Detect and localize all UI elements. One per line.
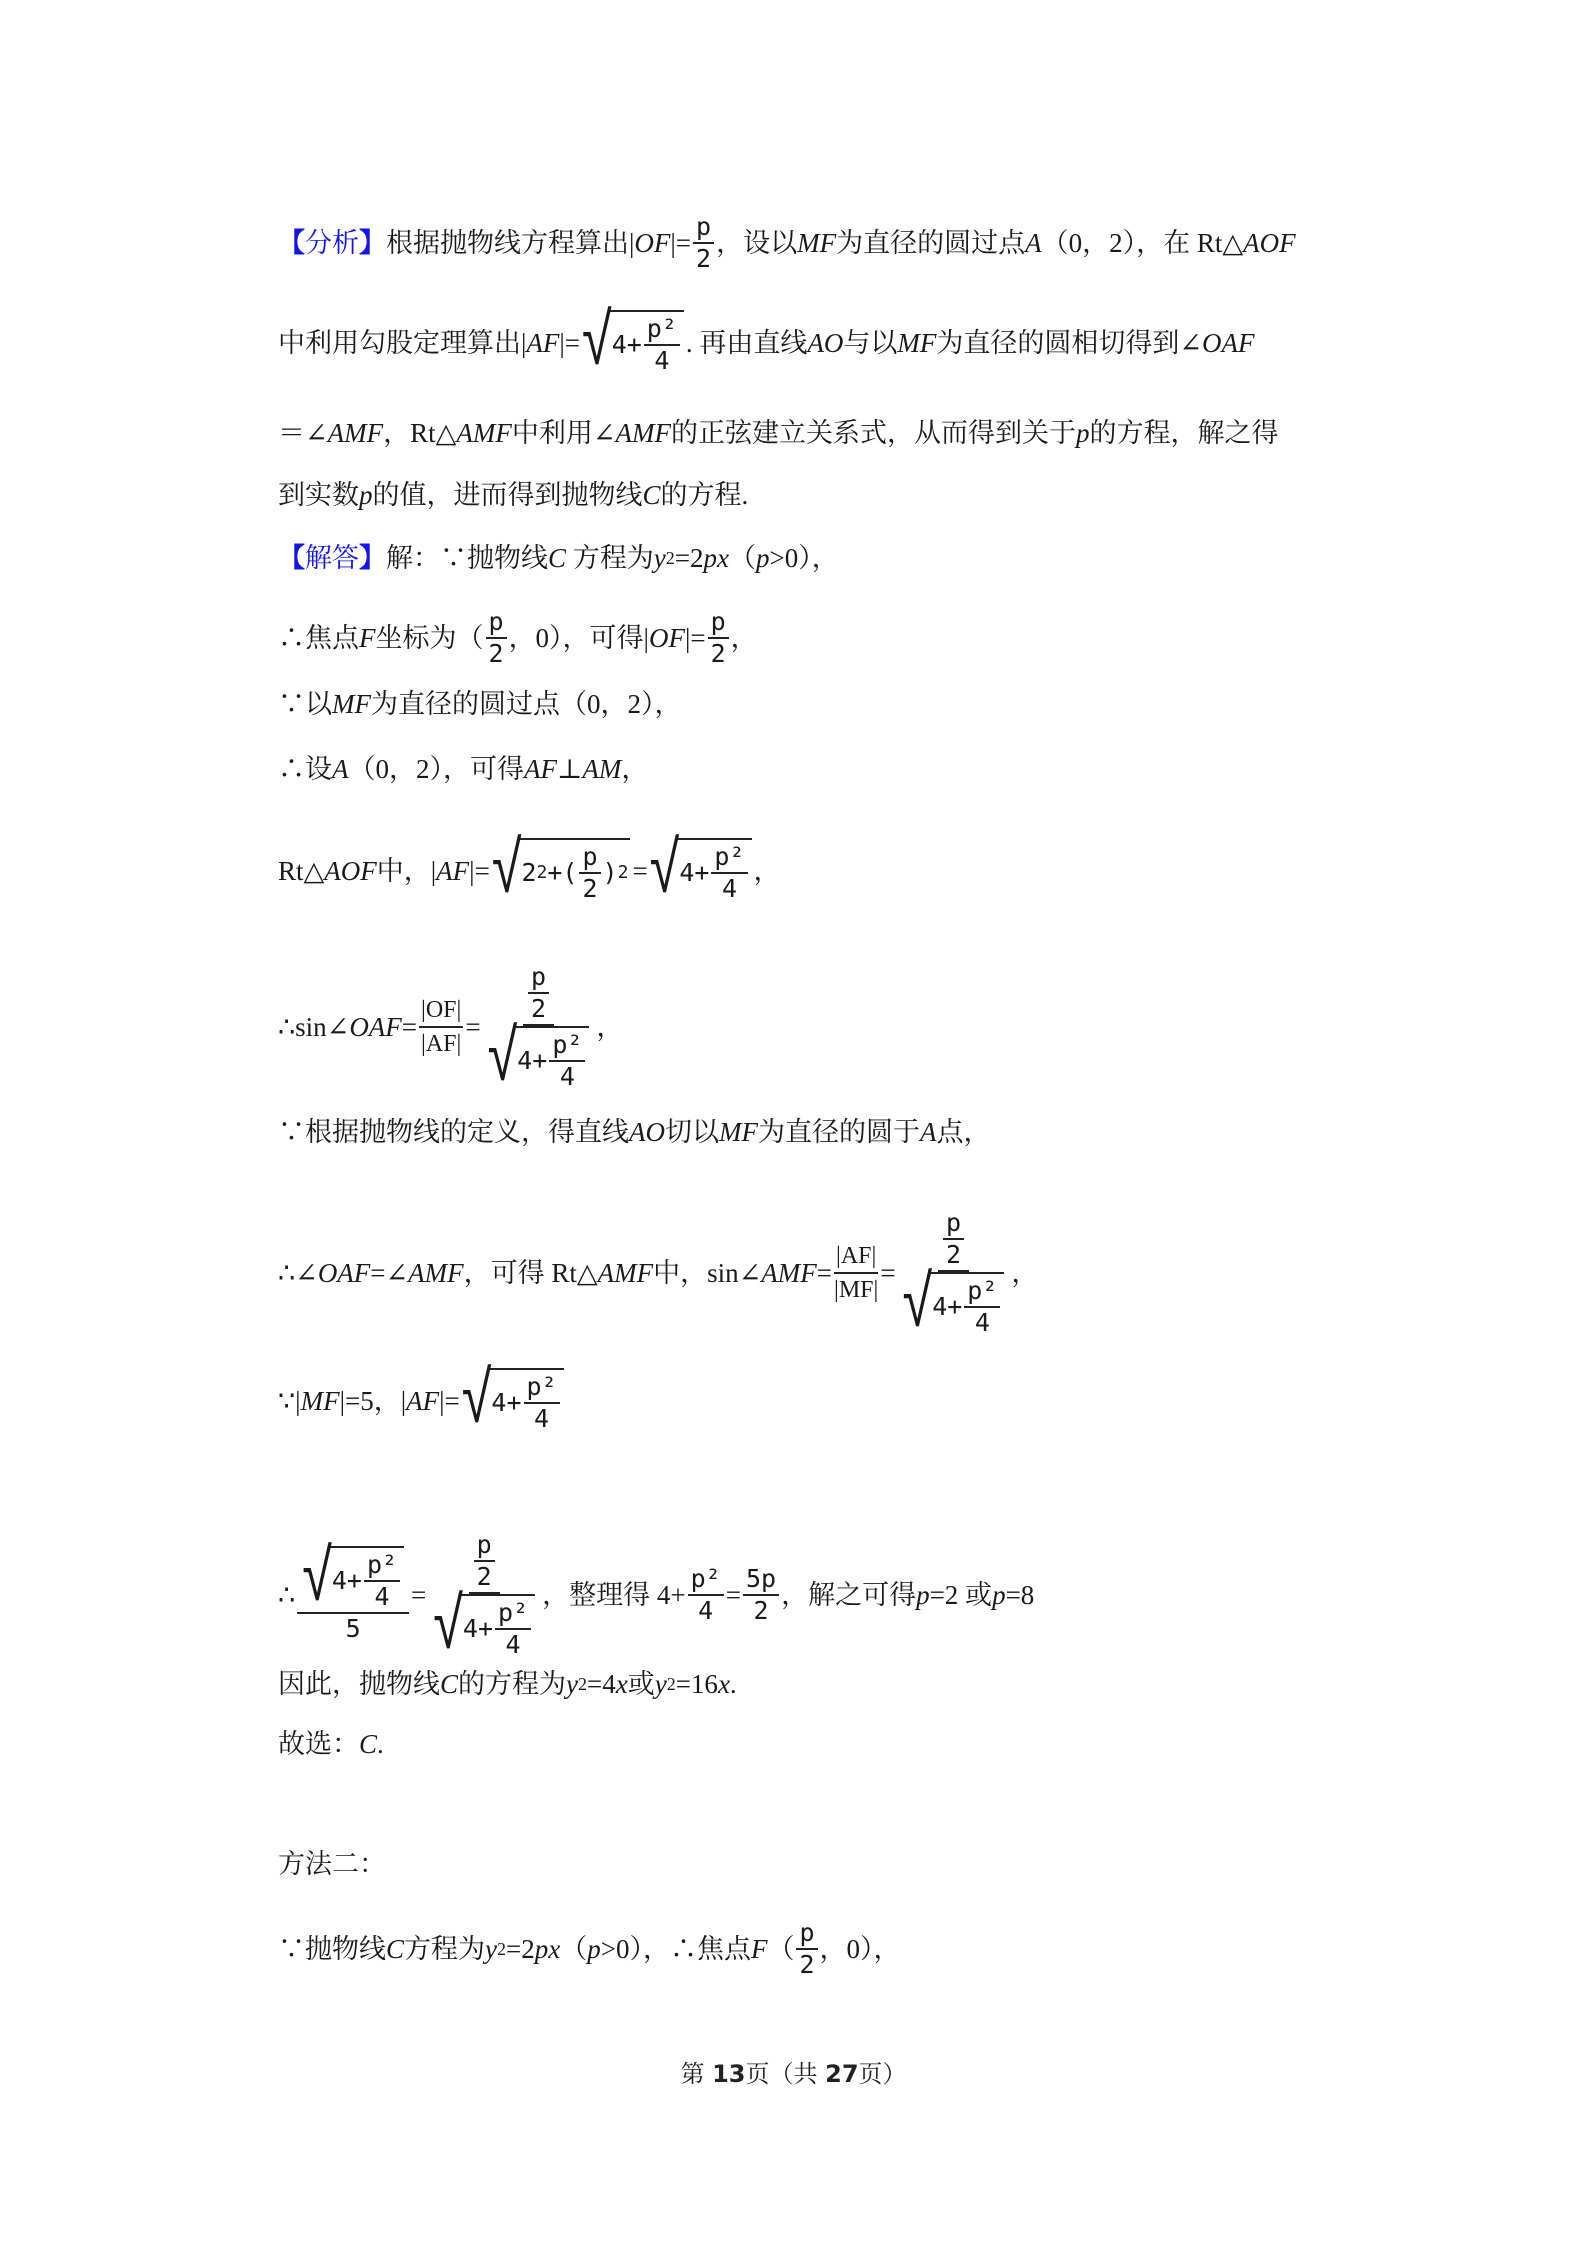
text: 的值，进而得到抛物线 xyxy=(372,480,643,510)
text: 中，| xyxy=(376,856,437,886)
text: ， xyxy=(1011,1258,1039,1288)
text: px xyxy=(534,1934,561,1964)
text: |=5，| xyxy=(339,1386,407,1416)
text: 中利用∠ xyxy=(511,418,616,448)
text: ，可得 Rt△ xyxy=(463,1258,598,1288)
text: 方法二： xyxy=(278,1849,386,1879)
solution-line-11: 因此，抛物线 C 的方程为 y 2 =4 x 或 y 2 =16 x . xyxy=(278,1664,737,1704)
solution-label: 【解答】 xyxy=(278,543,386,573)
text: C xyxy=(548,543,567,573)
text: 解：∵抛物线 xyxy=(386,543,548,573)
text: AF xyxy=(436,856,470,886)
fraction-af-over-mf: $\frac{|AF|}{|MF|}$ xyxy=(834,1240,878,1306)
text: p xyxy=(992,1580,1006,1610)
text: OF xyxy=(648,623,685,653)
solution-line-3 xyxy=(278,684,681,724)
text: 的方程. xyxy=(660,480,749,510)
text: ，0），可得| xyxy=(508,623,649,653)
text: MF xyxy=(797,228,837,258)
analysis-line-4 xyxy=(278,475,748,515)
text: =8 xyxy=(1005,1580,1035,1610)
text: y xyxy=(566,1669,578,1699)
text: = xyxy=(816,1258,833,1288)
text: （ xyxy=(767,1934,795,1964)
text: y xyxy=(654,1669,667,1699)
method2-line-1: ∵抛物线 C 方程为 y 2 =2 px （ p >0），∴焦点 F （ $\frac{p}{2}$ ，0）， xyxy=(278,1918,901,1979)
text: 的正弦建立关系式，从而得到关于 xyxy=(670,418,1076,448)
text: 为直径的圆于 xyxy=(757,1117,920,1147)
text: |= xyxy=(684,623,706,653)
fraction-of-over-af: $\frac{|OF|}{|AF|}$ xyxy=(419,994,463,1060)
text: 方程为 xyxy=(404,1934,486,1964)
text: x xyxy=(717,1669,730,1699)
text: = xyxy=(465,1012,481,1042)
text: 根据抛物线方程算出| xyxy=(386,228,635,258)
sqrt-expression: √ 4+ $\frac{\text{p²}}{4}$ xyxy=(582,310,684,376)
fraction-p-over-2: $\frac{p}{2}$ xyxy=(486,607,507,669)
text: 故选： xyxy=(278,1729,359,1759)
text: . 再由直线 xyxy=(685,328,808,358)
text: px xyxy=(703,543,729,573)
text: AMF xyxy=(327,418,384,448)
text: =4 xyxy=(587,1669,616,1699)
text: ∴sin∠ xyxy=(278,1012,350,1042)
sqrt-expression: √ 4+ $\frac{\text{p²}}{4}$ xyxy=(650,838,752,904)
text: AO xyxy=(807,328,844,358)
text: ∵以 xyxy=(278,689,332,719)
text: = xyxy=(880,1258,896,1288)
solution-line-8 xyxy=(278,1208,1039,1344)
fraction-p-over-2: $\frac{p}{2}$ xyxy=(796,1918,817,1980)
text: C xyxy=(359,1729,378,1759)
text: ∵抛物线 xyxy=(278,1934,386,1964)
text: AMF xyxy=(597,1258,654,1288)
text: AOF xyxy=(1243,228,1296,258)
text: ∴∠ xyxy=(278,1258,318,1288)
text: p xyxy=(755,543,770,573)
text: 切以 xyxy=(665,1117,719,1147)
text: C xyxy=(440,1669,459,1699)
text: =∠ xyxy=(370,1258,409,1288)
text: 中利用勾股定理算出| xyxy=(278,328,527,358)
text: AF xyxy=(406,1386,440,1416)
text: （ xyxy=(728,543,756,573)
fraction-p-over-2: $\frac{p}{2}$ xyxy=(693,212,714,274)
text: AMF xyxy=(456,418,512,448)
text: ，0）， xyxy=(819,1934,901,1964)
method2-title xyxy=(278,1844,386,1884)
text: AMF xyxy=(615,418,671,448)
text: 到实数 xyxy=(278,480,359,510)
text: = xyxy=(632,856,648,886)
solution-line-1: 【解答】 解：∵抛物线 C 方程为 y 2 =2 px （ p >0）， xyxy=(278,538,839,578)
text: AF⊥AM xyxy=(524,754,622,784)
solution-line-10 xyxy=(278,1530,1035,1666)
text: 的方程为 xyxy=(458,1669,567,1699)
text: ， xyxy=(753,856,781,886)
text: OF xyxy=(634,228,671,258)
text: 的方程，解之得 xyxy=(1089,418,1279,448)
text: |= xyxy=(469,856,490,886)
text: A xyxy=(919,1117,937,1147)
text: AOF xyxy=(324,856,377,886)
text: C xyxy=(642,480,661,510)
solution-line-4 xyxy=(278,749,648,789)
text: = xyxy=(401,1012,418,1042)
text: |= xyxy=(439,1386,460,1416)
fraction-p2-over-sqrt: $\frac{p}{2}$ √ 4+ $\frac{\text{p²}}{4}$ xyxy=(898,1208,1010,1338)
text: C xyxy=(386,1934,405,1964)
text: =2 xyxy=(506,1934,535,1964)
text: =16 xyxy=(675,1669,718,1699)
fraction-sqrt-over-5: √ 4+ $\frac{\text{p²}}{4}$ 5 xyxy=(297,1546,409,1644)
text: y xyxy=(653,543,666,573)
text: ， xyxy=(730,623,758,653)
fraction-p2-over-4: $\frac{\text{p²}}{4}$ xyxy=(688,1564,724,1626)
text: OAF xyxy=(317,1258,371,1288)
text: OAF xyxy=(1202,328,1255,358)
text: Rt△ xyxy=(278,856,325,886)
text: 为直径的圆相切得到∠ xyxy=(936,328,1203,358)
text: ， xyxy=(621,754,649,784)
solution-line-12 xyxy=(278,1724,384,1764)
text: A xyxy=(1025,228,1042,258)
text: ，设以 xyxy=(716,228,798,258)
text: |= xyxy=(559,328,581,358)
text: F xyxy=(750,1934,768,1964)
total-pages: 27 xyxy=(825,2060,859,2088)
text: 为直径的圆过点 xyxy=(836,228,1026,258)
text: >0），∴焦点 xyxy=(600,1934,751,1964)
text: AMF xyxy=(761,1258,817,1288)
solution-line-9 xyxy=(278,1354,566,1440)
text: 中，sin∠ xyxy=(653,1258,762,1288)
solution-line-2 xyxy=(278,607,758,669)
text: . xyxy=(377,1729,384,1759)
page-footer: 第 13页（共 27页） xyxy=(680,2060,907,2088)
text: 为直径的圆过点（0，2）， xyxy=(370,689,682,719)
text: p xyxy=(1075,418,1090,448)
text: ，整理得 4+ xyxy=(542,1580,686,1610)
text: AF xyxy=(526,328,560,358)
text: AO xyxy=(629,1117,665,1147)
analysis-label: 【分析】 xyxy=(278,228,386,258)
text: ∵根据抛物线的定义，得直线 xyxy=(278,1117,629,1147)
text: p xyxy=(587,1934,601,1964)
text: AMF xyxy=(408,1258,464,1288)
text: p xyxy=(359,480,373,510)
sqrt-expression: √ 4+ $\frac{\text{p²}}{4}$ xyxy=(462,1368,564,1434)
text: A xyxy=(332,754,349,784)
fraction-p2-over-sqrt: $\frac{p}{2}$ √ 4+ $\frac{\text{p²}}{4}$ xyxy=(483,962,595,1092)
text: MF xyxy=(332,689,371,719)
text: MF xyxy=(897,328,937,358)
fraction-5p-over-2: $\frac{5p}{2}$ xyxy=(743,1564,779,1626)
text: OAF xyxy=(349,1012,402,1042)
solution-line-6 xyxy=(278,962,624,1098)
sqrt-expression: √ 2 2 +( $\frac{p}{2}$ ) 2 xyxy=(491,824,629,910)
text: ∵| xyxy=(278,1386,301,1416)
text: 与以 xyxy=(843,328,898,358)
text: ∴焦点 xyxy=(278,623,359,653)
text: ，Rt△ xyxy=(383,418,457,448)
text: p xyxy=(916,1580,930,1610)
page-number: 13 xyxy=(712,2060,746,2088)
text: 或 xyxy=(627,1669,655,1699)
text: ∴设 xyxy=(278,754,332,784)
fraction-p2-over-sqrt: $\frac{p}{2}$ √ 4+ $\frac{\text{p²}}{4}$ xyxy=(428,1530,540,1660)
text: =2 或 xyxy=(929,1580,993,1610)
solution-line-7 xyxy=(278,1112,990,1152)
text: （0，2），在 Rt△ xyxy=(1041,228,1244,258)
text: |= xyxy=(670,228,692,258)
text: 坐标为（ xyxy=(375,623,484,653)
text: ∴ xyxy=(278,1580,296,1610)
text: ＝∠ xyxy=(278,418,328,448)
text: = xyxy=(411,1580,427,1610)
text: ，解之可得 xyxy=(781,1580,917,1610)
text: . xyxy=(729,1669,737,1699)
text: MF xyxy=(300,1386,340,1416)
analysis-line-1 xyxy=(278,212,1296,274)
text: ， xyxy=(596,1012,624,1042)
analysis-line-2 xyxy=(278,296,1255,382)
text: = xyxy=(725,1580,741,1610)
solution-line-5 xyxy=(278,824,781,910)
text: （0，2），可得 xyxy=(348,754,524,784)
text: >0）， xyxy=(769,543,839,573)
analysis-line-3 xyxy=(278,413,1278,453)
text: MF xyxy=(719,1117,758,1147)
text: 方程为 xyxy=(572,543,654,573)
text: x xyxy=(615,1669,628,1699)
text: （ xyxy=(560,1934,588,1964)
fraction-p-over-2: $\frac{p}{2}$ xyxy=(708,607,729,669)
text: F xyxy=(359,623,376,653)
text: y xyxy=(485,1934,497,1964)
text: 点， xyxy=(936,1117,991,1147)
text: =2 xyxy=(674,543,704,573)
text: 因此，抛物线 xyxy=(278,1669,440,1699)
